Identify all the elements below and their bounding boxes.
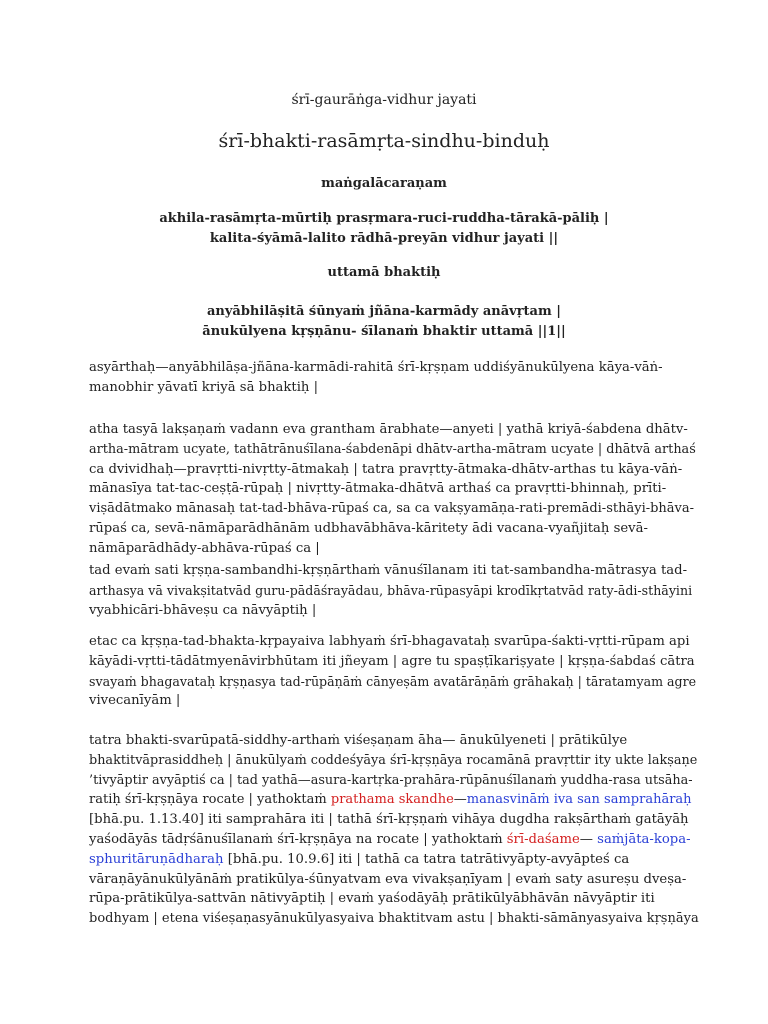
source-reference-red: prathama skandhe: [330, 792, 454, 808]
text-line: manobhir yāvatī kriyā sā bhaktiḥ |: [89, 379, 319, 395]
text-line: bhaktitvāprasiddheḥ | ānukūlyaṁ coddeśyāya śrī-kṛṣṇāya rocamānā pravṛttir ity ukte lakṣaṇe: [89, 752, 698, 768]
text-segment: [bhā.pu. 10.9.6] iti | tathā ca tatra tatrātivyāpty-avyāpteś ca: [223, 851, 630, 867]
text-line: vāraṇāyānukūlyānāṁ pratikūlya-śūnyatvam eva vivakṣaṇīyam | evaṁ saty asureṣu dveṣa-: [89, 871, 687, 887]
verse-uttama-bhakti: [0, 302, 768, 342]
text-line: mānasīya tat-tac-ceṣṭā-rūpaḥ | nivṛtty-ātmaka-dhātvā arthaś ca pravṛtti-bhinnaḥ, prīti-: [89, 481, 667, 497]
text-line: nāmāparādhādy-abhāva-rūpaś ca |: [89, 540, 320, 556]
text-line: asyārthaḥ—anyābhilāṣa-jñāna-karmādi-rahitā śrī-kṛṣṇam uddiśyānukūlyena kāya-vāṅ-: [89, 360, 663, 375]
commentary-paragraph-1: [89, 358, 689, 398]
verse-line: ānukūlyena kṛṣṇānu- śīlanaṁ bhaktir uttamā ||1||: [202, 324, 566, 339]
text-line: tatra bhakti-svarūpatā-siddhy-arthaṁ viśeṣaṇam āha— ānukūlyeneti | prātikūlye: [89, 733, 628, 748]
commentary-paragraph-3: [89, 561, 693, 620]
verse-mangalacaranam: [0, 209, 768, 249]
verse-line: akhila-rasāmṛta-mūrtiḥ prasṛmara-ruci-ruddha-tārakā-pāliḥ |: [159, 211, 609, 226]
text-segment: yaśodāyās tādṛśānuśīlanaṁ śrī-kṛṣṇāya na rocate | yathoktaṁ: [89, 831, 507, 847]
verse-line: kalita-śyāmā-lalito rādhā-preyān vidhur jayati ||: [209, 231, 559, 246]
dash: —: [579, 831, 598, 847]
text-line: atha tasyā lakṣaṇaṁ vadann eva grantham ārabhate—anyeti | yathā kriyā-śabdena dhātv-: [89, 422, 688, 437]
text-line: rūpa-prātikūlya-sattvān nātivyāptiḥ | evaṁ yaśodāyāḥ prātikūlyābhāvān nāvyāptir iti: [89, 891, 655, 907]
section-heading-mangalacaranam: maṅgalācaraṇam: [321, 176, 447, 191]
text-line: ’tivyāptir avyāptiś ca | tad yathā—asura-kartṛka-prahāra-rūpānuśīlanaṁ yuddha-rasa utsāha-: [89, 772, 693, 788]
quotation-blue: sphuritāruṇādharaḥ: [89, 851, 224, 867]
dash: —: [453, 792, 467, 808]
text-line: viṣādātmako mānasaḥ tat-tad-bhāva-rūpaś ca, sa ca vakṣyamāṇa-rati-premādi-sthāyi-bhāva-: [89, 501, 695, 517]
text-line: vyabhicāri-bhāveṣu ca nāvyāptiḥ |: [89, 602, 317, 618]
text-line: arthasya vā vivakṣitatvād guru-pādāśrayādau, bhāva-rūpasyāpi krodīkṛtatvād raty-ādi-sthāyini: [89, 582, 693, 598]
text-line: ca dvividhaḥ—pravṛtti-nivṛtty-ātmakaḥ | tatra pravṛtty-ātmaka-dhātv-arthas tu kāya-vāṅ-: [89, 461, 683, 477]
source-reference-red: śrī-daśame: [506, 831, 580, 847]
text-line: [bhā.pu. 1.13.40] iti samprahāra iti | tathā śrī-kṛṣṇaṁ vihāya dugdha rakṣārthaṁ gatāyāḥ: [89, 812, 689, 828]
commentary-paragraph-4: [89, 632, 697, 711]
text-line: rūpaś ca, sevā-nāmāparādhānām udbhavābhāva-kāritety ādi vacana-vyañjitaḥ sevā-: [89, 520, 648, 536]
quotation-blue: saṁjāta-kopa-: [597, 831, 691, 847]
text-line: artha-mātram ucyate, tathātrānuśīlana-śabdenāpi dhātv-artha-mātram ucyate | dhātvā arthaś: [89, 441, 696, 457]
text-line: vivecanīyām |: [89, 693, 181, 709]
text-line: bodhyam | etena viśeṣaṇasyānukūlyasyaiva bhaktitvam astu | bhakti-sāmānyasyaiva kṛṣṇāya: [89, 911, 699, 927]
verse-line: anyābhilāṣitā śūnyaṁ jñāna-karmādy anāvṛtam |: [206, 304, 561, 319]
page-title: śrī-bhakti-rasāmṛta-sindhu-binduḥ: [218, 130, 550, 152]
commentary-paragraph-2: [89, 420, 696, 559]
commentary-paragraph-5: [89, 731, 699, 929]
quotation-blue: manasvināṁ iva san samprahāraḥ: [466, 792, 692, 808]
section-heading-uttama-bhakti: uttamā bhaktiḥ: [327, 265, 441, 280]
text-line: [89, 850, 689, 870]
text-line: [89, 790, 692, 810]
text-line: svayaṁ bhagavataḥ kṛṣṇasya tad-rūpāṇāṁ cānyeṣām avatārāṇāṁ grāhakaḥ | tāratamyam agre: [89, 673, 697, 689]
text-line: etac ca kṛṣṇa-tad-bhakta-kṛpayaiva labhyaṁ śrī-bhagavataḥ svarūpa-śakti-vṛtti-rūpam api: [89, 634, 690, 649]
text-line: kāyādi-vṛtti-tādātmyenāvirbhūtam iti jñeyam | agre tu spaṣṭīkariṣyate | kṛṣṇa-śabdaś cātra: [89, 653, 695, 669]
invocation-line: śrī-gaurāṅga-vidhur jayati: [291, 92, 477, 108]
text-line: [89, 830, 689, 850]
text-line: tad evaṁ sati kṛṣṇa-sambandhi-kṛṣṇārthaṁ vānuśīlanam iti tat-sambandha-mātrasya tad-: [89, 563, 688, 578]
text-segment: ratiḥ śrī-kṛṣṇāya rocate | yathoktaṁ: [89, 792, 331, 808]
